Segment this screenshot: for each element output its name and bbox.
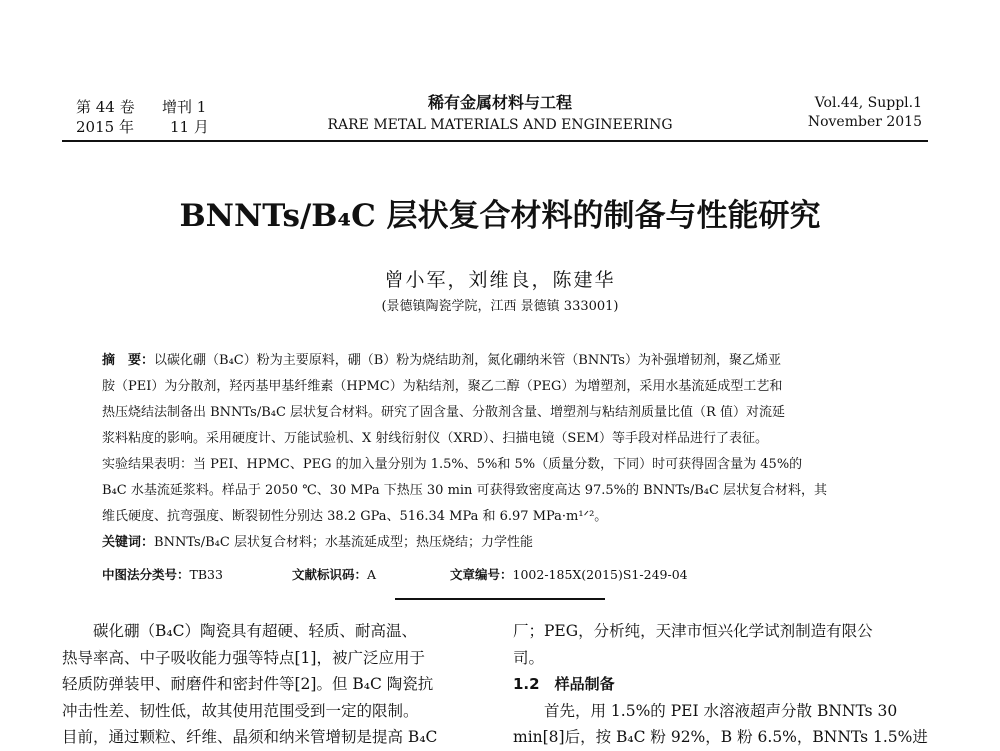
- body-line: 冲击性差、韧性低，故其使用范围受到一定的限制。: [62, 701, 419, 720]
- body-line: min[8]后，按 B₄C 粉 92%，B 粉 6.5%，BNNTs 1.5%进: [513, 728, 928, 746]
- paper-title: BNNTs/B₄C 层状复合材料的制备与性能研究: [179, 198, 821, 234]
- section-heading: 1.2 样品制备: [513, 675, 615, 693]
- clc-number: 中图法分类号：TB33: [102, 567, 223, 582]
- year-label: 2015 年: [76, 118, 134, 136]
- body-line: 首先，用 1.5%的 PEI 水溶液超声分散 BNNTs 30: [544, 701, 898, 720]
- date-en: November 2015: [807, 114, 922, 130]
- abstract-line: 热压烧结法制备出 BNNTs/B₄C 层状复合材料。研究了固含量、分散剂含量、增塑剂与粘结剂质量比值（R 值）对流延: [102, 405, 785, 420]
- keywords-label: 关键词：: [102, 535, 155, 550]
- body-line: 碳化硼（B₄C）陶瓷具有超硬、轻质、耐高温、: [93, 622, 417, 640]
- keywords-line: [102, 530, 902, 556]
- header-rule: [62, 140, 928, 142]
- abstract-line: 胺（PEI）为分散剂，羟丙基甲基纤维素（HPMC）为粘结剂，聚乙二醇（PEG）为增塑剂，采用水基流延成型工艺和: [102, 379, 783, 394]
- abstract-line: 维氏硬度、抗弯强度、断裂韧性分别达 38.2 GPa、516.34 MPa 和 6.97 MPa·m¹ᐟ²。: [102, 509, 608, 524]
- volume-en: Vol.44, Suppl.1: [814, 95, 922, 111]
- body-line: 司。: [513, 648, 545, 667]
- section-divider: [395, 598, 605, 600]
- paper-authors: 曾小军，刘维良，陈建华: [384, 269, 616, 291]
- keywords-text: BNNTs/B₄C 层状复合材料；水基流延成型；热压烧结；力学性能: [154, 535, 533, 550]
- abstract-line: 摘 要：以碳化硼（B₄C）粉为主要原料，硼（B）粉为烧结助剂，氮化硼纳米管（BNNTs）为补强增韧剂，聚乙烯亚: [102, 353, 781, 368]
- body-line: 目前，通过颗粒、纤维、晶须和纳米管增韧是提高 B₄C: [62, 728, 438, 746]
- body-left-column: [62, 618, 492, 751]
- abstract-line: 浆料粘度的影响。采用硬度计、万能试验机、X 射线衍射仪（XRD）、扫描电镜（SEM）等手段对样品进行了表征。: [102, 431, 769, 446]
- abstract-line: B₄C 水基流延浆料。样品于 2050 ℃、30 MPa 下热压 30 min 可获得致密度高达 97.5%的 BNNTs/B₄C 层状复合材料，其: [102, 483, 828, 498]
- volume-label: 第 44 卷: [76, 98, 135, 116]
- abstract: [102, 348, 902, 556]
- body-right-column: [513, 618, 938, 751]
- body-line: 厂；PEG，分析纯，天津市恒兴化学试剂制造有限公: [513, 622, 873, 640]
- month-label: 11 月: [170, 118, 209, 136]
- abstract-label: 摘 要：: [102, 353, 155, 368]
- supplement-label: 增刊 1: [162, 98, 207, 116]
- paper-affiliation: (景德镇陶瓷学院，江西 景德镇 333001): [381, 299, 619, 314]
- article-number: 文章编号：1002-185X(2015)S1-249-04: [450, 567, 688, 582]
- journal-title-cn: 稀有金属材料与工程: [427, 93, 573, 112]
- document-code: 文献标识码：A: [292, 567, 377, 582]
- abstract-line: 实验结果表明：当 PEI、HPMC、PEG 的加入量分别为 1.5%、5%和 5%（质量分数，下同）时可获得固含量为 45%的: [102, 457, 803, 472]
- journal-title-en: RARE METAL MATERIALS AND ENGINEERING: [327, 117, 673, 133]
- body-line: 轻质防弹装甲、耐磨件和密封件等[2]。但 B₄C 陶瓷抗: [62, 675, 434, 693]
- body-line: 热导率高、中子吸收能力强等特点[1]，被广泛应用于: [62, 648, 425, 667]
